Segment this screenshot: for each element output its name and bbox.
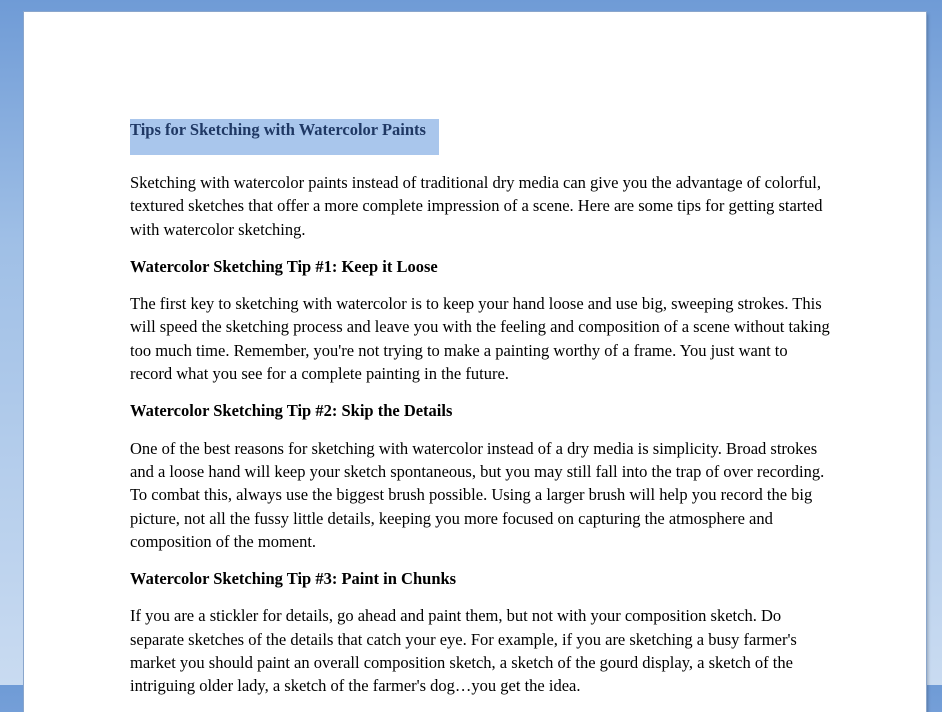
intro-paragraph[interactable]: Sketching with watercolor paints instead of traditional dry media can give you the advantage of colorful, textured sketches that offer a more complete impression of a scene. Here are some tips for getting started with watercolor sketching.	[130, 173, 823, 239]
document-title[interactable]	[130, 119, 830, 155]
document-page[interactable]	[24, 12, 926, 712]
section-heading-tip-3[interactable]: Watercolor Sketching Tip #3: Paint in Chunks	[130, 569, 457, 589]
section-heading-tip-2[interactable]: Watercolor Sketching Tip #2: Skip the Details	[130, 401, 453, 421]
section-body-tip-3[interactable]: If you are a stickler for details, go ahead and paint them, but not with your composition sketch. Do separate sketches of the details that catch your eye. For example, if you are sketching a busy farmer's market you should paint an overall composition sketch, a sketch of the gourd display, a sketch of the intriguing older lady, a sketch of the farmer's dog…you get the idea.	[130, 606, 797, 696]
selected-title-text[interactable]: Tips for Sketching with Watercolor Paints	[130, 119, 439, 155]
document-body[interactable]	[130, 119, 830, 712]
section-heading-tip-1[interactable]: Watercolor Sketching Tip #1: Keep it Loose	[130, 256, 438, 276]
section-body-tip-1[interactable]: The first key to sketching with watercolor is to keep your hand loose and use big, sweeping strokes. This will speed the sketching process and leave you with the feeling and composition of a scene without taking too much time. Remember, you're not trying to make a painting worthy of a frame. You just want to record what you see for a complete painting in the future.	[130, 294, 830, 384]
section-body-tip-2[interactable]: One of the best reasons for sketching with watercolor instead of a dry media is simplicity. Broad strokes and a loose hand will keep your sketch spontaneous, but you may still fall into the trap of over recording. To combat this, always use the biggest brush possible. Using a larger brush will help you record the big picture, not all the fussy little details, keeping you more focused on capturing the atmosphere and composition of the moment.	[130, 438, 825, 551]
